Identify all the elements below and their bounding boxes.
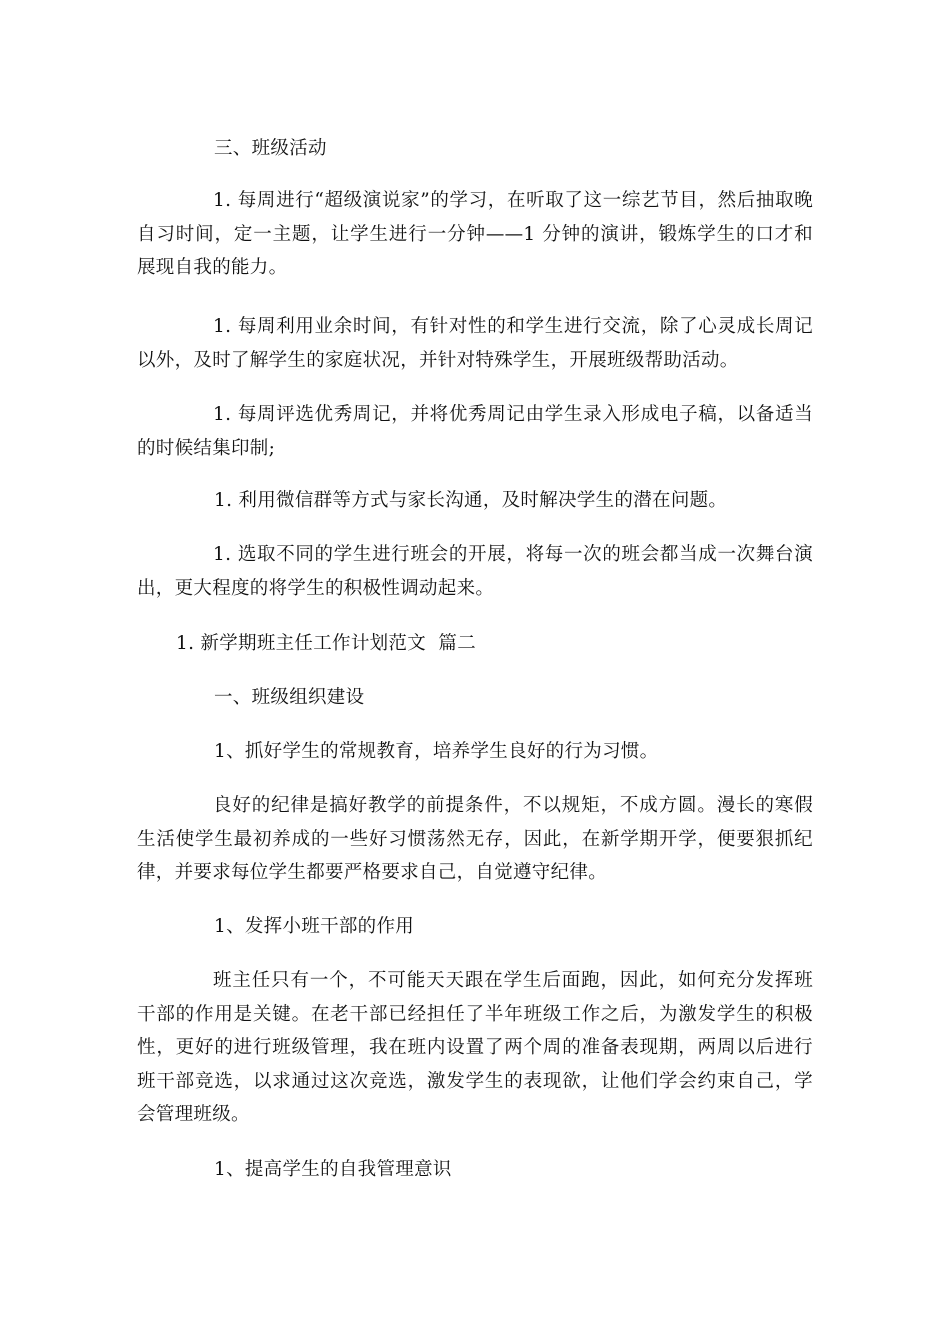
- subheading-class-cadres: 1、发挥小班干部的作用: [214, 916, 415, 937]
- paragraph-discipline: 良好的纪律是搞好教学的前提条件，不以规矩，不成方圆。漫长的寒假生活使学生最初养成的一些好习惯荡然无存，因此，在新学期开学，便要狠抓纪律，并要求每位学生都要严格要求自己，自觉遵守纪律。: [137, 795, 813, 883]
- paragraph-speech-activity: 1. 每周进行“超级演说家”的学习，在听取了这一综艺节目，然后抽取晚自习时间，定一主题，让学生进行一分钟——1 分钟的演讲，锻炼学生的口才和展现自我的能力。: [137, 190, 813, 278]
- subheading-self-management: 1、提高学生的自我管理意识: [214, 1159, 452, 1180]
- subheading-routine-education: 1、抓好学生的常规教育，培养学生良好的行为习惯。: [214, 741, 659, 762]
- paragraph-student-communication: 1. 每周利用业余时间，有针对性的和学生进行交流，除了心灵成长周记以外，及时了解学生的家庭状况，并针对特殊学生，开展班级帮助活动。: [137, 316, 813, 371]
- paragraph-weekly-journal: 1. 每周评选优秀周记，并将优秀周记由学生录入形成电子稿，以备适当的时候结集印制;: [137, 404, 813, 459]
- section-heading-class-activities: 三、班级活动: [214, 138, 327, 159]
- paragraph-parent-communication: 1. 利用微信群等方式与家长沟通，及时解决学生的潜在问题。: [214, 490, 728, 511]
- paragraph-class-meeting: 1. 选取不同的学生进行班会的开展，将每一次的班会都当成一次舞台演出，更大程度的将学生的积极性调动起来。: [137, 544, 813, 599]
- section-heading-organization: 一、班级组织建设: [214, 687, 365, 708]
- article-title-part-two: 1. 新学期班主任工作计划范文 篇二: [176, 633, 476, 654]
- paragraph-cadre-election: 班主任只有一个，不可能天天跟在学生后面跑，因此，如何充分发挥班干部的作用是关键。在老干部已经担任了半年班级工作之后，为激发学生的积极性，更好的进行班级管理，我在班内设置了两个周的准备表现期，两周以后进行班干部竞选，以求通过这次竞选，激发学生的表现欲，让他们学会约束自己，学会管理班级。: [137, 970, 813, 1125]
